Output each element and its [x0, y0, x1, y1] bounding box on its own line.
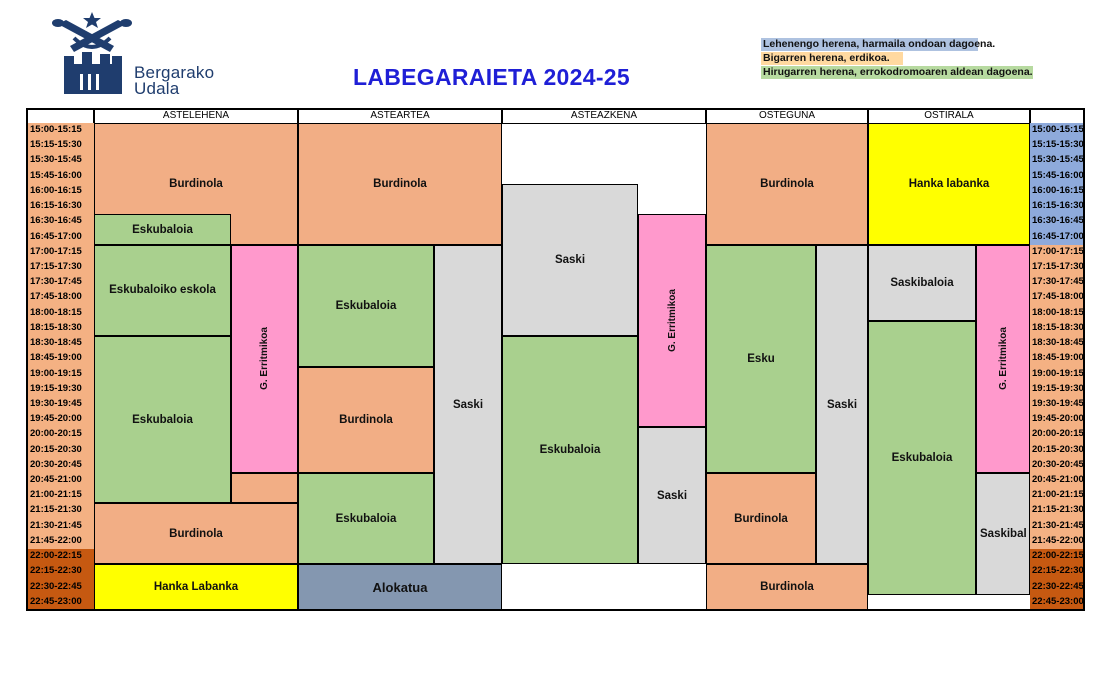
activity-alokatua[interactable] — [298, 564, 502, 610]
time-label-right: 16:00-16:15 — [1030, 184, 1085, 199]
activity-label: Burdinola — [760, 177, 814, 190]
activity-label: G. Erritmikoa — [997, 327, 1009, 391]
time-label-left: 20:00-20:15 — [26, 427, 94, 442]
activity-label: Alokatua — [372, 579, 428, 595]
time-label-left: 17:30-17:45 — [26, 275, 94, 290]
activity-label: G. Erritmikoa — [666, 289, 678, 353]
org-name-line1: Bergarako — [134, 63, 215, 82]
activity-saski[interactable] — [502, 184, 638, 336]
legend-first-third: Lehenengo herena, harmaila ondoan dagoena. — [763, 38, 996, 50]
activity-saskibal-cut[interactable] — [976, 473, 1030, 595]
activity-label: Eskubaloia — [132, 413, 193, 426]
day-header-ostirala: OSTIRALA — [868, 108, 1030, 124]
activity-label: Burdinola — [373, 177, 427, 190]
activity-label: Eskubaloiko eskola — [109, 284, 216, 297]
time-label-right: 15:30-15:45 — [1030, 153, 1085, 168]
day-header-asteartea: ASTEARTEA — [298, 108, 502, 124]
time-label-right: 19:00-19:15 — [1030, 367, 1085, 382]
activity-eskubaloiko-eskola[interactable] — [94, 245, 231, 336]
time-label-left: 19:15-19:30 — [26, 382, 94, 397]
activity-label: Saski — [656, 489, 688, 502]
time-label-right: 18:00-18:15 — [1030, 306, 1085, 321]
time-label-right: 21:30-21:45 — [1030, 519, 1085, 534]
page-title: LABEGARAIETA 2024-25 — [353, 64, 630, 90]
time-label-right: 17:15-17:30 — [1030, 260, 1085, 275]
activity-saskibaloia[interactable] — [868, 245, 976, 321]
time-label-left: 19:30-19:45 — [26, 397, 94, 412]
activity-eskubaloia[interactable] — [298, 245, 434, 367]
time-label-right: 22:15-22:30 — [1030, 564, 1085, 579]
time-label-left: 19:45-20:00 — [26, 412, 94, 427]
bergara-logo — [52, 12, 132, 94]
time-label-right: 18:30-18:45 — [1030, 336, 1085, 351]
activity-hanka-labanka-upper[interactable] — [94, 564, 298, 610]
time-label-right: 15:45-16:00 — [1030, 169, 1085, 184]
activity-label: Saski — [826, 398, 858, 411]
activity-hanka-labanka-lower[interactable] — [868, 123, 1030, 245]
day-header-astelehena: ASTELEHENA — [94, 108, 298, 124]
time-label-left: 15:30-15:45 — [26, 153, 94, 168]
time-label-right: 18:45-19:00 — [1030, 351, 1085, 366]
activity-saski[interactable] — [816, 245, 868, 565]
time-label-right: 22:00-22:15 — [1030, 549, 1085, 564]
activity-label: Eskubaloia — [335, 512, 397, 525]
time-header-left — [26, 108, 94, 124]
activity-eskubaloia[interactable] — [94, 214, 231, 244]
time-label-left: 22:00-22:15 — [26, 549, 94, 564]
time-label-left: 21:45-22:00 — [26, 534, 94, 549]
time-label-left: 21:15-21:30 — [26, 503, 94, 518]
time-label-left: 18:15-18:30 — [26, 321, 94, 336]
day-header-osteguna: OSTEGUNA — [706, 108, 868, 124]
activity-burdinola[interactable] — [706, 123, 868, 245]
activity-label: Burdinola — [339, 413, 393, 426]
time-label-left: 20:45-21:00 — [26, 473, 94, 488]
activity-eskubaloia[interactable] — [298, 473, 434, 564]
activity-label: Burdinola — [760, 581, 814, 594]
activity-saski[interactable] — [434, 245, 502, 565]
time-label-left: 16:45-17:00 — [26, 230, 94, 245]
time-label-right: 21:15-21:30 — [1030, 503, 1085, 518]
time-label-left: 17:15-17:30 — [26, 260, 94, 275]
activity-burdinola[interactable] — [298, 367, 434, 474]
time-label-left: 20:15-20:30 — [26, 443, 94, 458]
activity-label: Eskubaloia — [335, 299, 397, 312]
time-label-right: 22:30-22:45 — [1030, 580, 1085, 595]
activity-label: Burdinola — [169, 177, 223, 190]
time-label-left: 20:30-20:45 — [26, 458, 94, 473]
activity-label: Hanka labanka — [908, 177, 990, 190]
time-label-left: 17:45-18:00 — [26, 290, 94, 305]
time-label-left: 16:15-16:30 — [26, 199, 94, 214]
activity-label: Saski — [452, 398, 484, 411]
activity-empty[interactable] — [231, 473, 298, 503]
time-label-right: 16:45-17:00 — [1030, 230, 1085, 245]
time-label-left: 22:15-22:30 — [26, 564, 94, 579]
time-header-right — [1030, 108, 1085, 124]
activity-eskubaloia[interactable] — [502, 336, 638, 564]
activity-label: Saskibaloia — [890, 276, 954, 289]
activity-saski[interactable] — [638, 427, 706, 564]
time-label-left: 18:00-18:15 — [26, 306, 94, 321]
time-label-right: 17:30-17:45 — [1030, 275, 1085, 290]
time-label-left: 15:45-16:00 — [26, 169, 94, 184]
activity-label: Burdinola — [169, 527, 223, 540]
activity-g-erritmikoa[interactable] — [638, 214, 706, 427]
time-label-right: 17:00-17:15 — [1030, 245, 1085, 260]
activity-burdinola[interactable] — [298, 123, 502, 245]
time-label-left: 16:00-16:15 — [26, 184, 94, 199]
time-label-left: 21:00-21:15 — [26, 488, 94, 503]
time-label-left: 15:00-15:15 — [26, 123, 94, 138]
org-name-line2: Udala — [134, 79, 180, 98]
activity-label: Eskubaloia — [891, 451, 953, 464]
time-label-left: 16:30-16:45 — [26, 214, 94, 229]
activity-label: Saskibal — [980, 527, 1027, 540]
time-label-right: 22:45-23:00 — [1030, 595, 1085, 610]
time-label-left: 22:45-23:00 — [26, 595, 94, 610]
activity-eskubaloia[interactable] — [94, 336, 231, 503]
time-label-right: 20:30-20:45 — [1030, 458, 1085, 473]
legend-third-third: Hirugarren herena, errokodromoaren aldean dagoena. — [763, 66, 1033, 78]
time-label-left: 19:00-19:15 — [26, 367, 94, 382]
activity-label: Esku — [747, 352, 775, 365]
activity-burdinola[interactable] — [706, 564, 868, 610]
activity-label: Eskubaloia — [539, 444, 601, 457]
time-label-right: 19:30-19:45 — [1030, 397, 1085, 412]
time-label-left: 18:45-19:00 — [26, 351, 94, 366]
activity-esku[interactable] — [706, 245, 816, 473]
time-label-right: 20:45-21:00 — [1030, 473, 1085, 488]
activity-label: Eskubaloia — [132, 223, 193, 236]
time-label-right: 15:00-15:15 — [1030, 123, 1085, 138]
time-label-right: 19:15-19:30 — [1030, 382, 1085, 397]
legend-second-third: Bigarren herena, erdikoa. — [761, 52, 903, 65]
time-label-right: 16:15-16:30 — [1030, 199, 1085, 214]
time-label-left: 15:15-15:30 — [26, 138, 94, 153]
time-label-left: 17:00-17:15 — [26, 245, 94, 260]
day-header-asteazkena: ASTEAZKENA — [502, 108, 706, 124]
time-label-right: 17:45-18:00 — [1030, 290, 1085, 305]
activity-label: Saski — [554, 253, 586, 266]
activity-label: Burdinola — [734, 512, 788, 525]
activity-label: G. Erritmikoa — [259, 327, 270, 391]
time-label-right: 18:15-18:30 — [1030, 321, 1085, 336]
activity-eskubaloia[interactable] — [868, 321, 976, 595]
activity-burdinola[interactable] — [94, 503, 298, 564]
activity-g-erritmikoa[interactable] — [231, 245, 298, 473]
activity-label: Hanka Labanka — [153, 581, 239, 594]
time-label-right: 21:00-21:15 — [1030, 488, 1085, 503]
time-label-right: 16:30-16:45 — [1030, 214, 1085, 229]
time-label-right: 20:00-20:15 — [1030, 427, 1085, 442]
time-label-right: 15:15-15:30 — [1030, 138, 1085, 153]
time-label-left: 18:30-18:45 — [26, 336, 94, 351]
activity-g-erritmikoa[interactable] — [976, 245, 1030, 473]
time-label-right: 20:15-20:30 — [1030, 443, 1085, 458]
time-label-right: 21:45-22:00 — [1030, 534, 1085, 549]
time-label-left: 21:30-21:45 — [26, 519, 94, 534]
time-label-left: 22:30-22:45 — [26, 580, 94, 595]
time-label-right: 19:45-20:00 — [1030, 412, 1085, 427]
activity-burdinola[interactable] — [706, 473, 816, 564]
